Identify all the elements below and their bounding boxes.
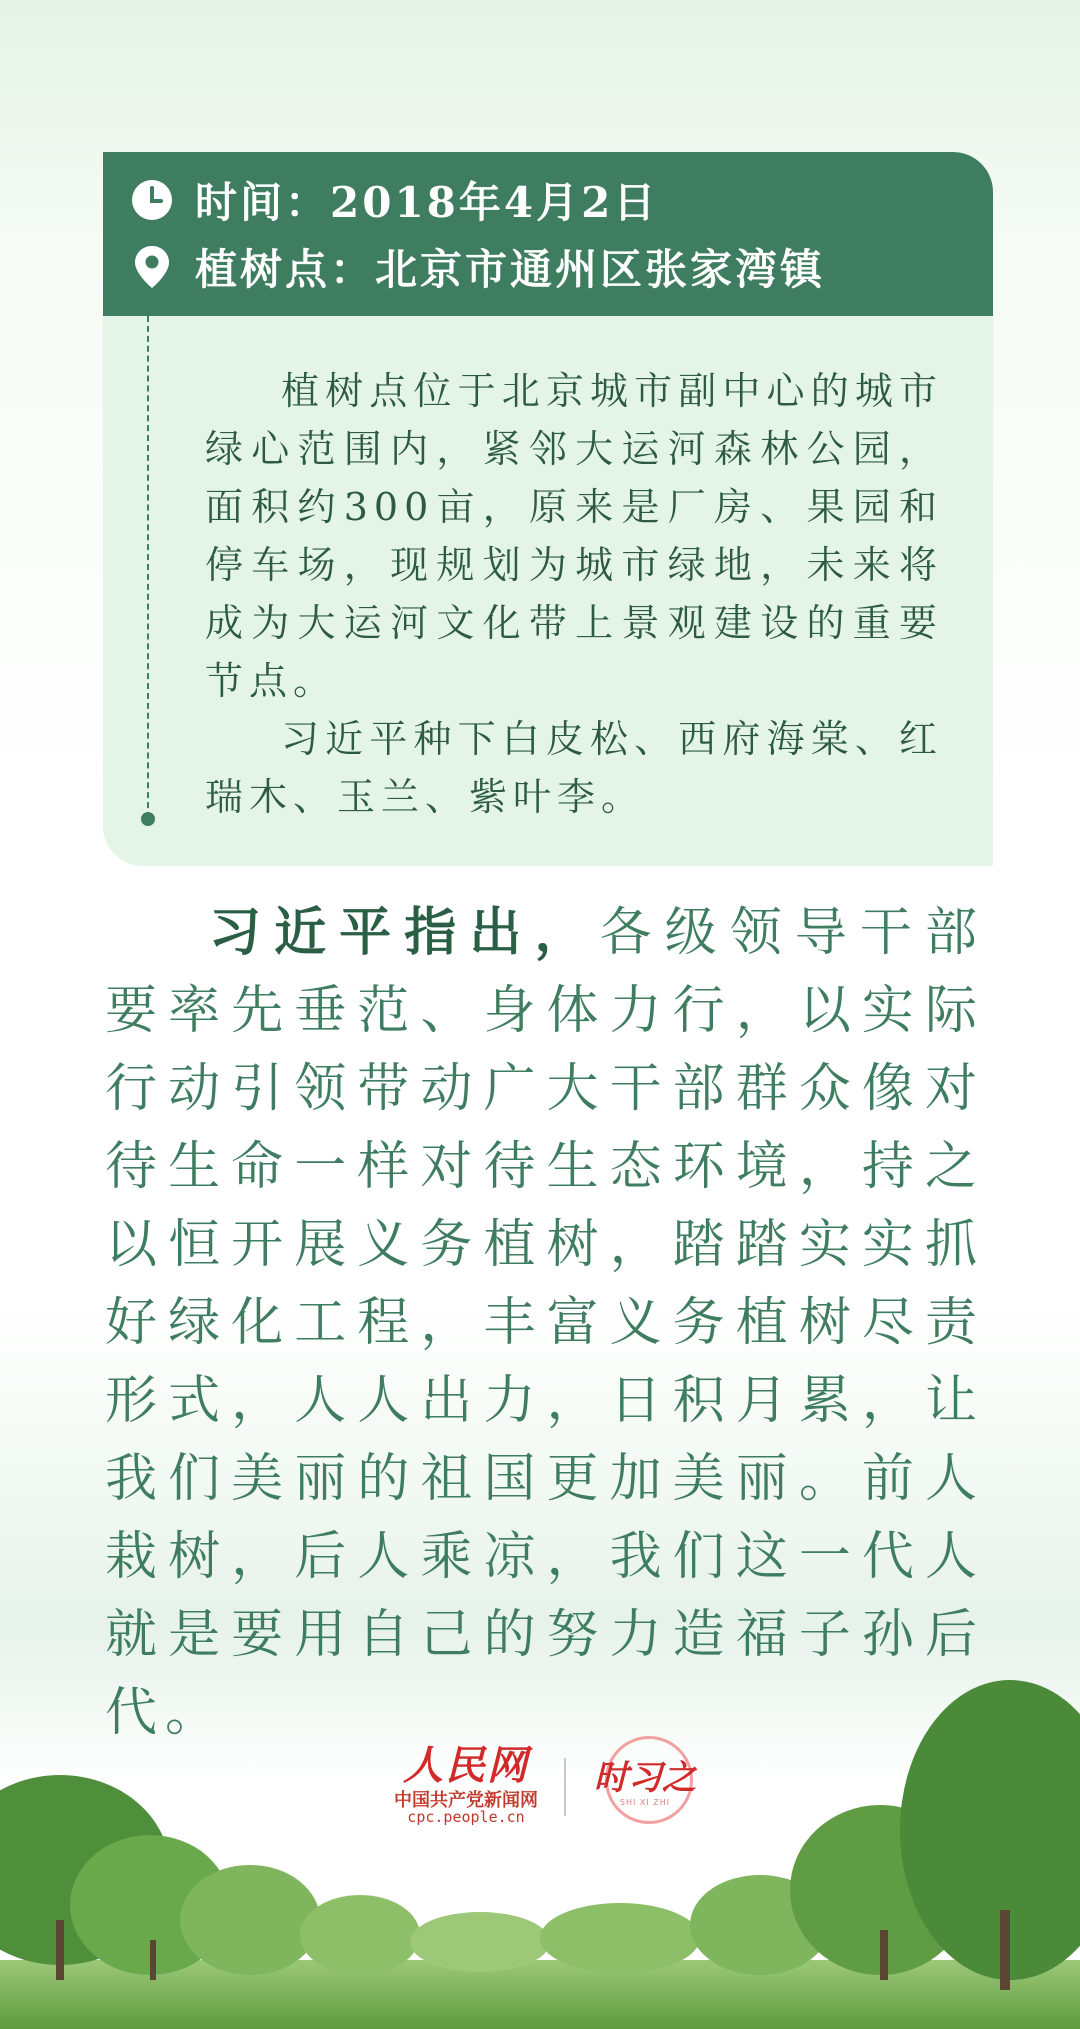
time-label: 时间：2018年4月2日 [195, 178, 659, 227]
card-paragraph-2: 习近平种下白皮松、西府海棠、红瑞木、玉兰、紫叶李。 [205, 717, 943, 819]
renmin-logo-text: 人民网 [403, 1742, 529, 1789]
card-body-text [205, 362, 943, 826]
quote-body: 各级领导干部要率先垂范、身体力行，以实际行动引领带动广大干部群众像对待生命一样对待生态环境，持之以恒开展义务植树，踏踏实实抓好绿化工程，丰富义务植树尽责形式，人人出力，日积月累，让我们美丽的祖国更加美丽。前人栽树，后人乘凉，我们这一代人就是要用自己的努力造福子孙后代。 [105, 903, 985, 1743]
info-card-header [103, 152, 993, 316]
timeline-dot [141, 812, 155, 826]
logo-divider [564, 1758, 566, 1816]
time-row [129, 170, 658, 230]
trees-landscape [0, 1660, 1080, 2029]
shixizhi-sub-text: SHI XI ZHI [619, 1798, 671, 1807]
renmin-logo [378, 1734, 554, 1830]
cpc-url-text: cpc.people.cn [407, 1808, 525, 1826]
card-paragraph-1: 植树点位于北京城市副中心的城市绿心范围内，紧邻大运河森林公园，面积约300亩，原来是厂房、果园和停车场，现规划为城市绿地，未来将成为大运河文化带上景观建设的重要节点。 [205, 369, 943, 703]
clock-icon [129, 177, 175, 223]
place-row [129, 237, 825, 297]
shixizhi-logo [575, 1730, 715, 1830]
place-label: 植树点：北京市通州区张家湾镇 [195, 245, 826, 294]
cpc-logo-text: 中国共产党新闻网 [394, 1790, 538, 1811]
shixizhi-logo-text: 时习之 [594, 1758, 696, 1798]
quote-lead: 习近平指出， [209, 902, 600, 963]
main-quote [105, 894, 985, 1752]
location-pin-icon [129, 244, 175, 290]
timeline-line [147, 316, 149, 818]
